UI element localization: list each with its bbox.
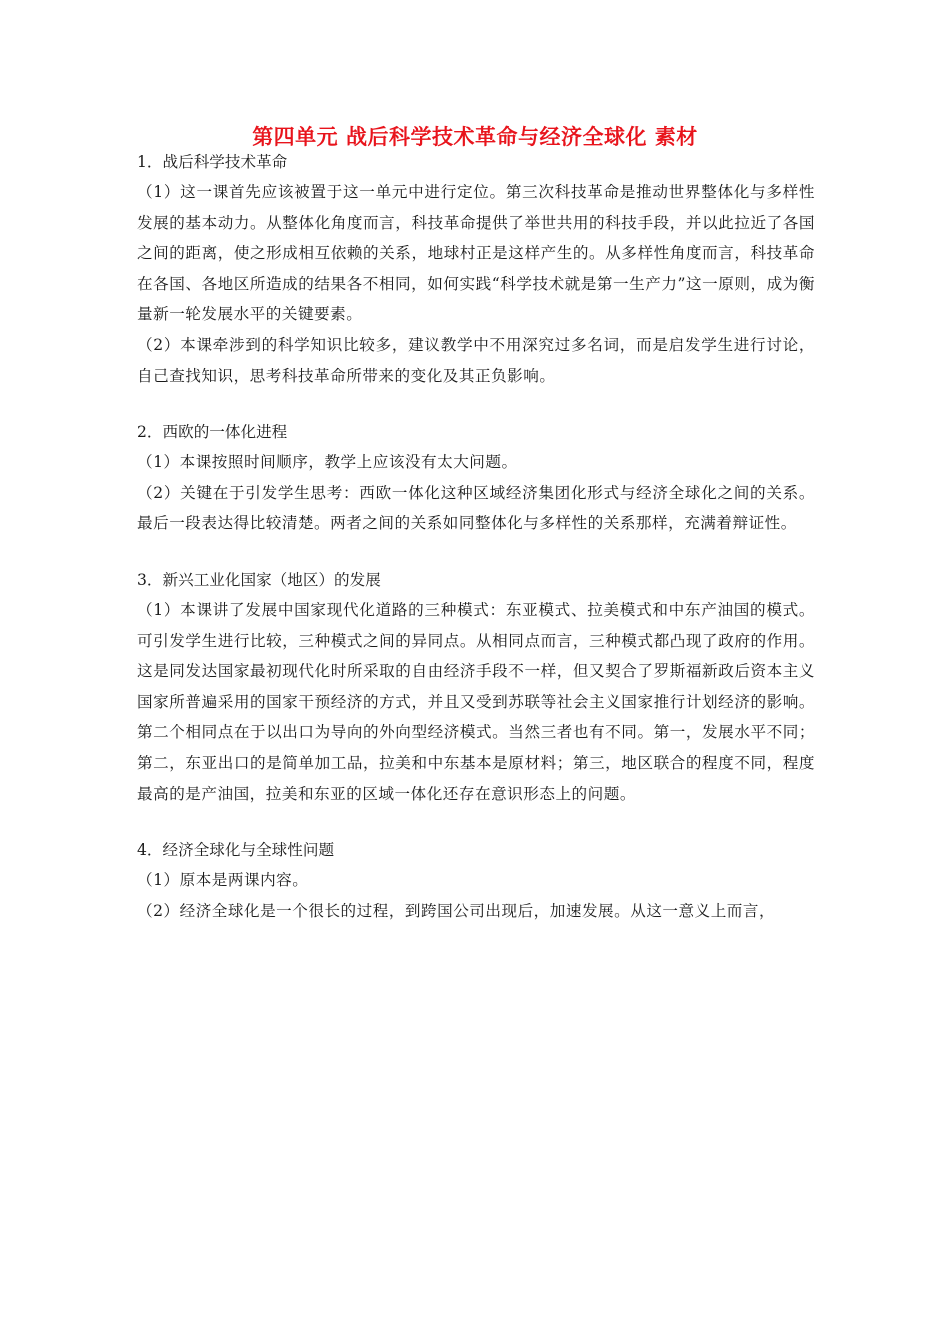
document-title: 第四单元 战后科学技术革命与经济全球化 素材	[252, 125, 698, 149]
paragraph: （2）关键在于引发学生思考：西欧一体化这种区域经济集团化形式与经济全球化之间的关系。最后一段表达得比较清楚。两者之间的关系如同整体化与多样性的关系那样，充满着辩证性。	[137, 483, 815, 533]
section-3	[137, 565, 815, 809]
section-heading: 3．新兴工业化国家（地区）的发展	[137, 570, 381, 589]
paragraph: （1）本课按照时间顺序，教学上应该没有太大问题。	[137, 453, 518, 472]
section-heading: 4．经济全球化与全球性问题	[137, 841, 335, 860]
section-heading: 1．战后科学技术革命	[137, 153, 288, 171]
paragraph: （1）这一课首先应该被置于这一单元中进行定位。第三次科技革命是推动世界整体化与多样性发展的基本动力。从整体化角度而言，科技革命提供了举世共用的科技手段，并以此拉近了各国之间的距离，使之形成相互依赖的关系，地球村正是这样产生的。从多样性角度而言，科技革命在各国、各地区所造成的结果各不相同，如何实践“科学技术就是第一生产力”这一原则，成为衡量新一轮发展水平的关键要素。	[137, 183, 815, 324]
document-body	[137, 147, 815, 926]
section-heading: 2．西欧的一体化进程	[137, 423, 288, 442]
paragraph: （1）本课讲了发展中国家现代化道路的三种模式：东亚模式、拉美模式和中东产油国的模式。可引发学生进行比较，三种模式之间的异同点。从相同点而言，三种模式都凸现了政府的作用。这是同发达国家最初现代化时所采取的自由经济手段不一样，但又契合了罗斯福新政后资本主义国家所普遍采用的国家干预经济的方式，并且又受到苏联等社会主义国家推行计划经济的影响。第二个相同点在于以出口为导向的外向型经济模式。当然三者也有不同。第一，发展水平不同；第二，东亚出口的是简单加工品，拉美和中东基本是原材料；第三，地区联合的程度不同，程度最高的是产油国，拉美和东亚的区域一体化还存在意识形态上的问题。	[137, 600, 815, 803]
section-2	[137, 417, 815, 539]
paragraph: （2）本课牵涉到的科学知识比较多，建议教学中不用深究过多名词，而是启发学生进行讨论，自己查找知识，思考科技革命所带来的变化及其正负影响。	[137, 335, 815, 385]
paragraph: （1）原本是两课内容。	[137, 871, 309, 890]
paragraph: （2）经济全球化是一个很长的过程，到跨国公司出现后，加速发展。从这一意义上而言，	[137, 901, 776, 920]
section-1	[137, 147, 815, 391]
section-4	[137, 835, 815, 926]
